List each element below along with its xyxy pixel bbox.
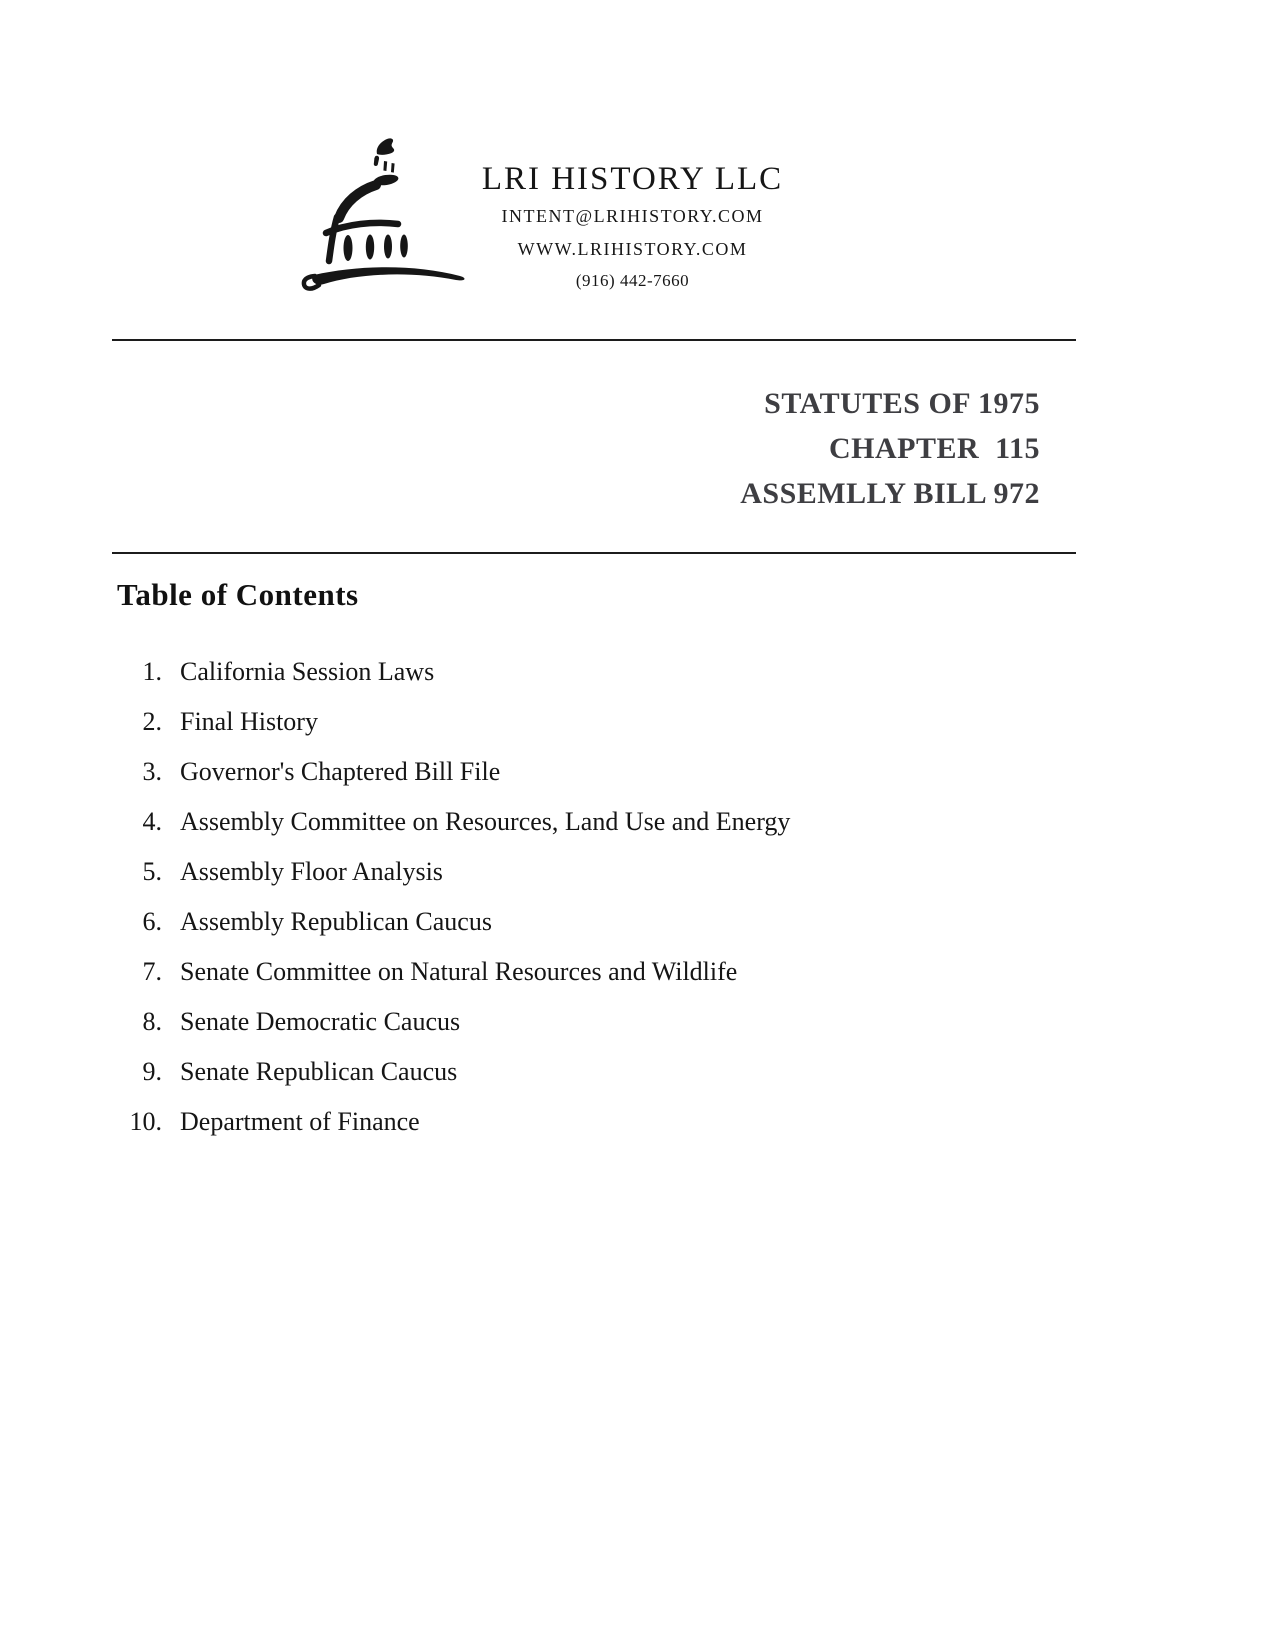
toc-list <box>98 647 1098 1147</box>
toc-item-label: Department of Finance <box>180 1107 420 1136</box>
toc-item-label: Assembly Floor Analysis <box>180 857 443 886</box>
chapter-line: CHAPTER 115 <box>828 432 1040 465</box>
email-text: INTENT@LRIHISTORY.COM <box>501 206 764 226</box>
statutes-title-block <box>740 381 1040 516</box>
toc-item-number: 3. <box>142 757 162 786</box>
toc-item-label: Senate Committee on Natural Resources and Wildlife <box>180 957 738 986</box>
toc-item <box>98 897 1098 947</box>
toc-item-label: California Session Laws <box>180 657 435 686</box>
toc-item-number: 10. <box>129 1107 162 1136</box>
letterhead <box>360 158 905 296</box>
toc-item-label: Final History <box>180 707 318 736</box>
toc-item-number: 9. <box>142 1057 162 1086</box>
toc-item-number: 6. <box>142 907 162 936</box>
toc-heading: Table of Contents <box>117 577 359 612</box>
toc-item <box>98 997 1098 1047</box>
toc-item <box>98 797 1098 847</box>
website-text: WWW.LRIHISTORY.COM <box>517 239 748 259</box>
toc-item-number: 5. <box>142 857 162 886</box>
company-name: LRI HISTORY LLC <box>481 161 784 197</box>
middle-divider <box>112 552 1076 554</box>
phone-text: (916) 442-7660 <box>575 271 690 290</box>
bill-line: ASSEMLLY BILL 972 <box>740 477 1040 510</box>
toc-item-number: 2. <box>142 707 162 736</box>
toc-item-label: Senate Republican Caucus <box>180 1057 458 1086</box>
toc-item <box>98 847 1098 897</box>
toc-item-label: Senate Democratic Caucus <box>180 1007 461 1036</box>
toc-item <box>98 647 1098 697</box>
statutes-line: STATUTES OF 1975 <box>764 387 1040 420</box>
toc-item-number: 1. <box>142 657 162 686</box>
toc-item-label: Assembly Republican Caucus <box>180 907 492 936</box>
toc-item-label: Assembly Committee on Resources, Land Use and Energy <box>180 807 791 836</box>
top-divider <box>112 339 1076 341</box>
toc-item <box>98 1097 1098 1147</box>
toc-item <box>98 947 1098 997</box>
toc-item-number: 7. <box>142 957 162 986</box>
toc-item-number: 4. <box>142 807 162 836</box>
toc-item-number: 8. <box>142 1007 162 1036</box>
toc-item <box>98 747 1098 797</box>
toc-item <box>98 697 1098 747</box>
toc-item-label: Governor's Chaptered Bill File <box>180 757 501 786</box>
toc-item <box>98 1047 1098 1097</box>
